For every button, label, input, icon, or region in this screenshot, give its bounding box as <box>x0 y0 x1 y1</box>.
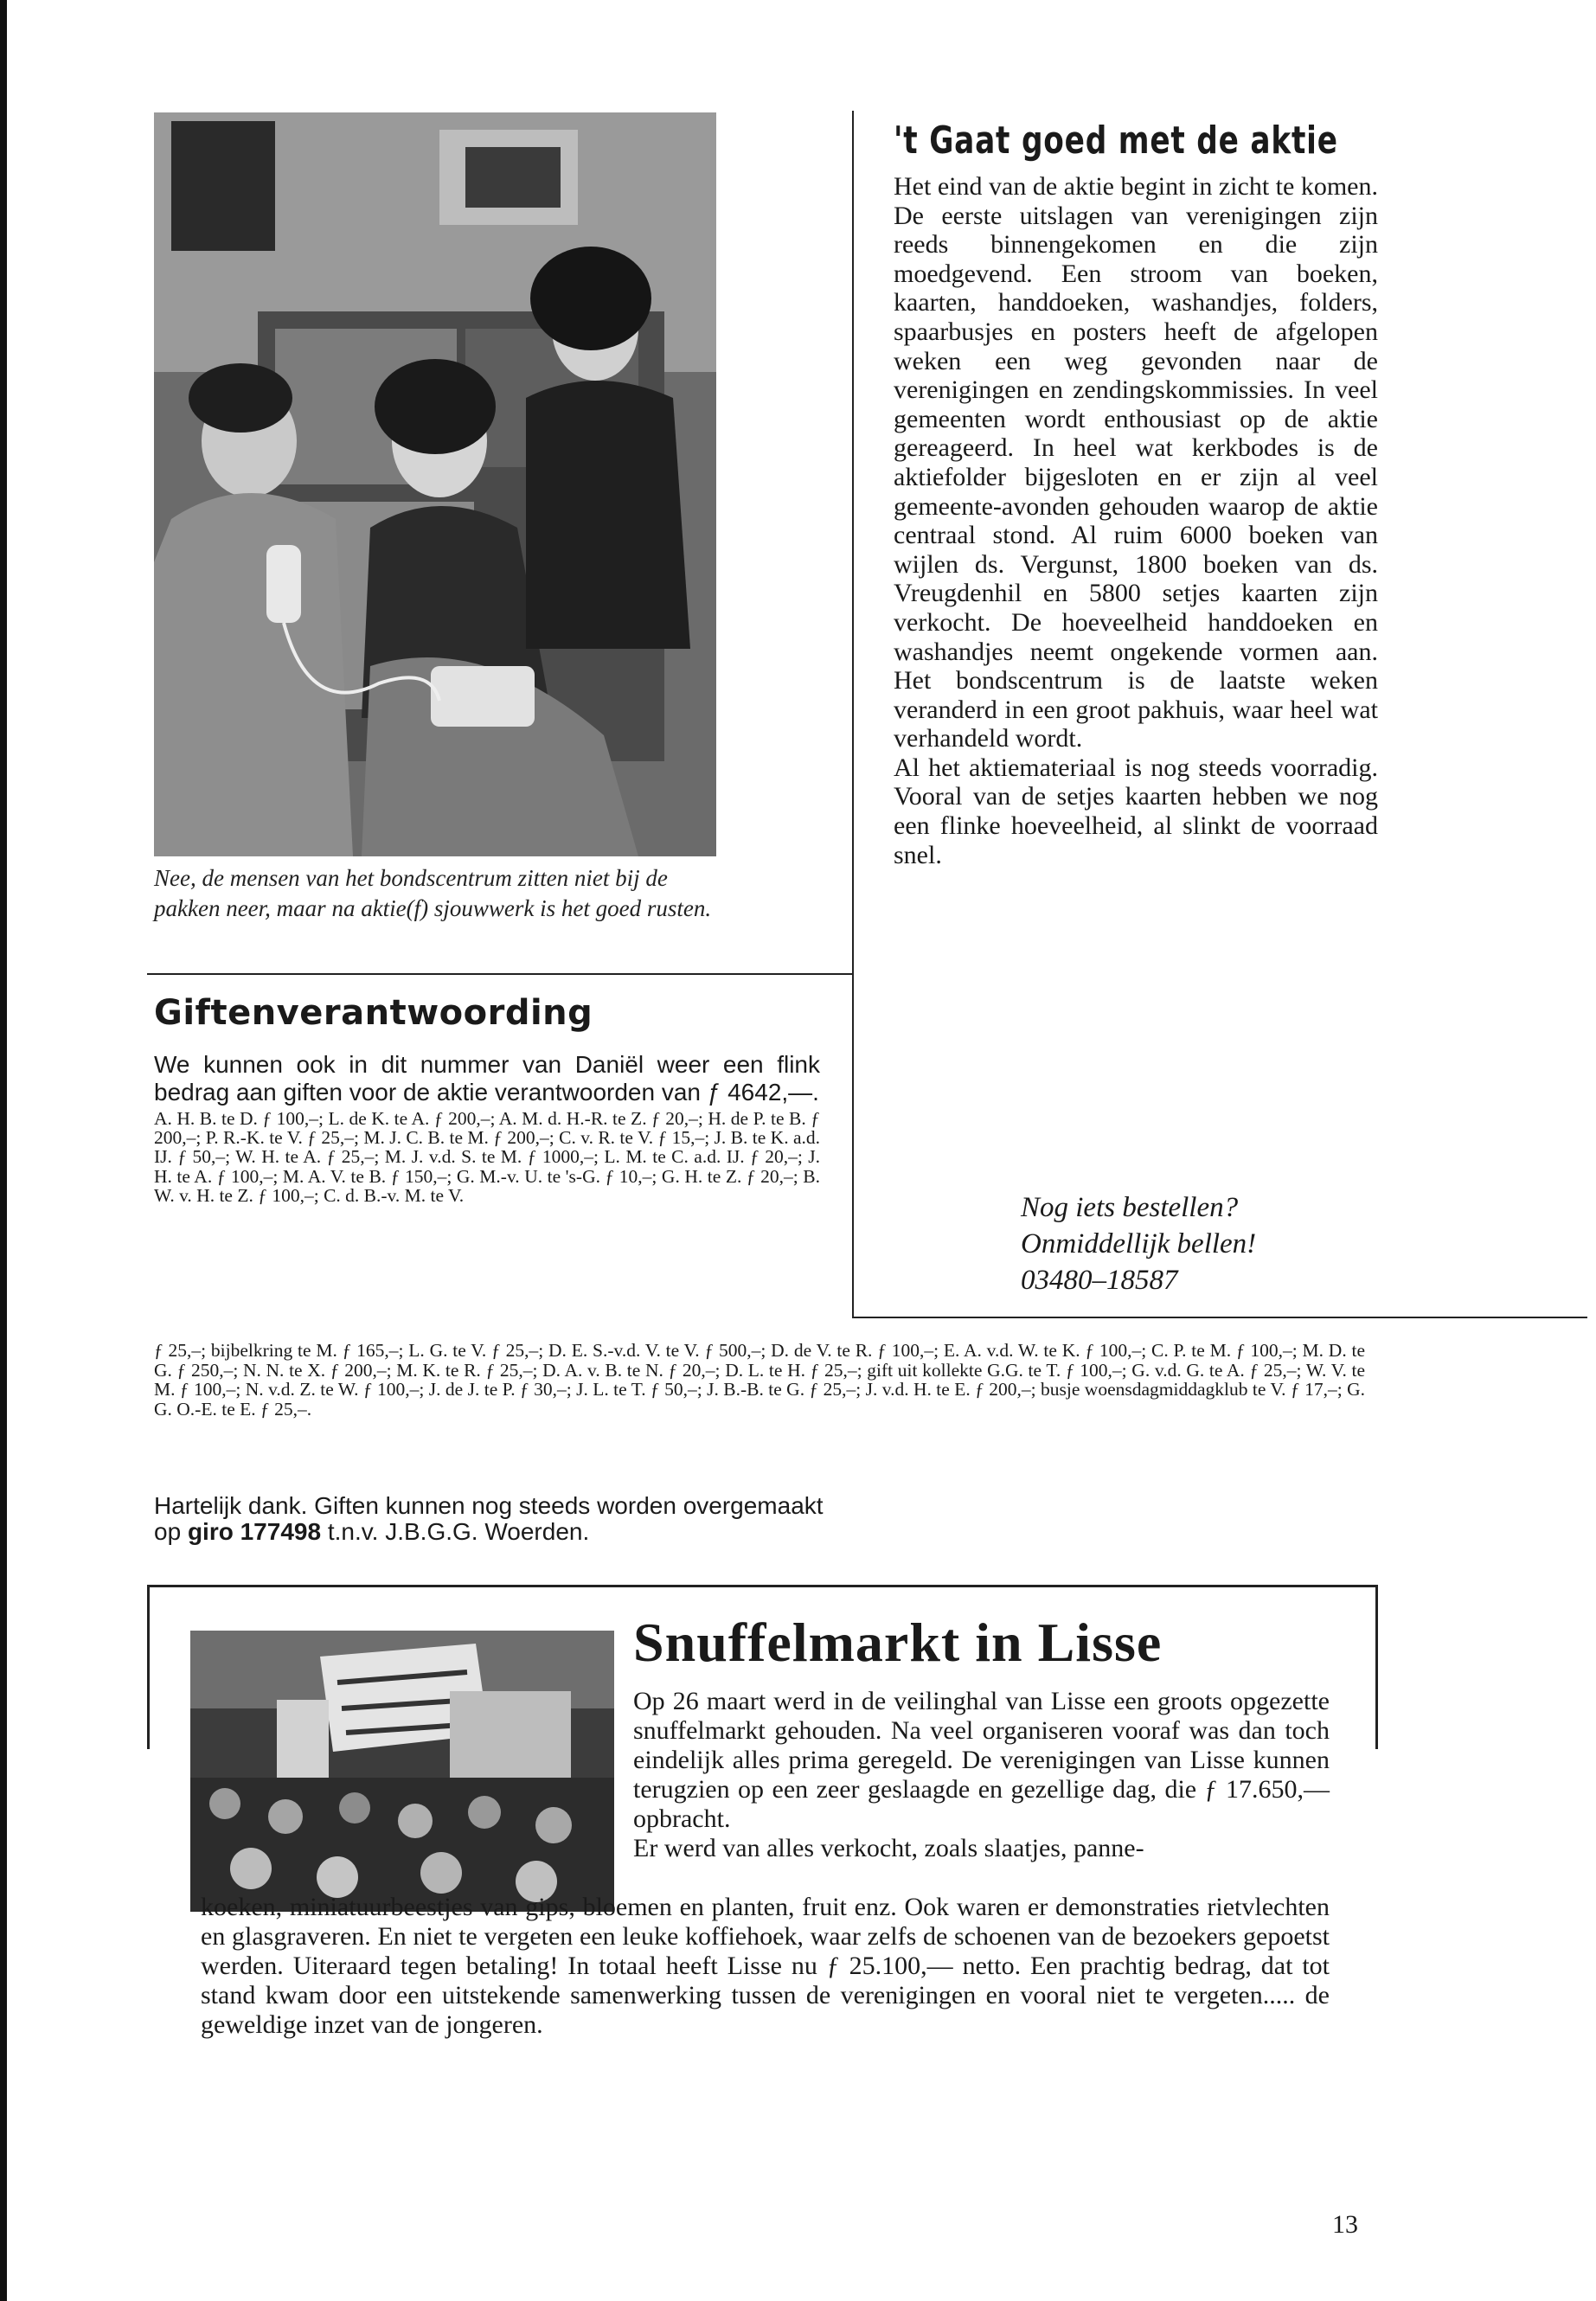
scan-edge <box>0 0 7 2301</box>
lisse-body <box>633 1687 1330 1863</box>
divider <box>852 1317 1587 1318</box>
giro-number: giro 177498 <box>187 1518 322 1545</box>
lisse-title: Snuffelmarkt in Lisse <box>633 1612 1163 1673</box>
closing-prefix: op <box>154 1518 182 1545</box>
order-line-1: Nog iets bestellen? <box>1021 1192 1239 1223</box>
photo-bondscentrum-image <box>154 112 716 856</box>
giften-list-continued: ƒ 25,–; bijbelkring te M. ƒ 165,–; L. G. te V. ƒ 25,–; D. E. S.-v.d. V. te V. ƒ 500,–; D. de V. te R. ƒ 100,–; E. A. v.d. W. te K. ƒ 100,–; C. P. te M. ƒ 100,–; M. D. te G. ƒ 250,–; N. N. te X. ƒ 200,–; M. K. te R. ƒ 25,–; D. A. v. B. te N. ƒ 20,–; D. L. te H. ƒ 25,–; gift uit kollekte G.G. te T. ƒ 100,–; G. v.d. G. te A. ƒ 25,–; W. V. te M. ƒ 100,–; N. v.d. Z. te W. ƒ 100,–; J. de J. te P. ƒ 30,–; J. L. te T. ƒ 50,–; J. B.-B. te G. ƒ 25,–; J. v.d. H. te E. ƒ 200,–; busje woensdagmiddagklub te V. ƒ 17,–; G. G. O.-E. te E. ƒ 25,–. <box>154 1340 1365 1420</box>
column-divider <box>852 111 854 1317</box>
page-number: 13 <box>1332 2210 1358 2239</box>
box-border-left <box>147 1585 150 1749</box>
box-border-right <box>1375 1585 1378 1749</box>
lisse-paragraph-2-start: Er werd van alles verkocht, zoals slaatjes, panne- <box>633 1834 1144 1862</box>
order-line-2: Onmiddellijk bellen! <box>1021 1228 1257 1259</box>
article-body-2: Al het aktiemateriaal is nog steeds voorradig. Vooral van de setjes kaarten hebben we nog een flinke hoeveelheid, al slinkt de voorraad snel. <box>894 753 1378 869</box>
article-title: 't Gaat goed met de aktie <box>894 119 1338 163</box>
lisse-paragraph-2: koeken, miniatuurbeestjes van gips, bloemen en planten, fruit enz. Ook waren er demonstraties rietvlechten en glasgraveren. En niet te vergeten een leuke koffiehoek, waar zelfs de schoenen van de bezoekers gepoetst werden. Uiteraard tegen betaling! In totaal heeft Lisse nu ƒ 25.100,— netto. Een prachtig bedrag, dat tot stand kwam door een uitstekende samenwerking tussen de verenigingen en vooral niet te vergeten..... de geweldige inzet van de jongeren. <box>201 1893 1330 2039</box>
photo-caption: Nee, de mensen van het bondscentrum zitten niet bij de pakken neer, maar na aktie(f) sjouwwerk is het goed rusten. <box>154 865 712 921</box>
article-body: Het eind van de aktie begint in zicht te komen. De eerste uitslagen van verenigingen zijn reeds binnengekomen en die zijn moedgevend. Een stroom van boeken, kaarten, handdoeken, washandjes, folders, spaarbusjes en posters heeft de afgelopen weken een weg gevonden naar de verenigingen en zendingskommissies. In veel gemeenten wordt enthousiast op de aktie gereageerd. In heel wat kerkbodes is de aktiefolder bijgesloten en er zijn al veel gemeente-avonden gehouden waarop de aktie centraal stond. Al ruim 6000 boeken van wijlen ds. Vergunst, 1800 boeken van ds. Vreugdenhil en 5800 setjes kaarten zijn verkocht. De hoeveelheid handdoeken en washandjes neemt ongekende vormen aan. Het bondscentrum is de laatste weken veranderd in een groot pakhuis, waar heel wat verhandeld wordt. <box>894 172 1378 753</box>
closing-line-2 <box>154 1519 1019 1545</box>
giften-closing <box>154 1493 1019 1545</box>
lisse-paragraph-1: Op 26 maart werd in de veilinghal van Lisse een groots opgezette snuffelmarkt gehouden. Na veel organiseren vooraf was dan toch eindelijk alles prima geregeld. De verenigingen van Lisse kunnen terugzien op een zeer geslaagde en gezellige dag, die ƒ 17.650,— opbracht. <box>633 1687 1330 1833</box>
aktie-article <box>894 117 1378 869</box>
giften-list: A. H. B. te D. ƒ 100,–; L. de K. te A. ƒ 200,–; A. M. d. H.-R. te Z. ƒ 20,–; H. de P. te B. ƒ 200,–; P. R.-K. te V. ƒ 25,–; M. J. C. B. te M. ƒ 200,–; C. v. R. te V. ƒ 15,–; J. B. te K. a.d. IJ. ƒ 50,–; W. H. te A. ƒ 25,–; M. J. v.d. S. te M. ƒ 1000,–; L. M. te C. a.d. IJ. ƒ 20,–; J. H. te A. ƒ 100,–; M. A. V. te B. ƒ 150,–; G. M.-v. U. te 's-G. ƒ 10,–; G. H. te Z. ƒ 20,–; B. W. v. H. te Z. ƒ 100,–; C. d. B.-v. M. te V. <box>154 1108 820 1206</box>
divider <box>147 973 852 975</box>
photo-bondscentrum <box>154 112 716 856</box>
box-border-top <box>147 1585 1377 1587</box>
order-callout <box>1021 1189 1436 1298</box>
closing-line-1: Hartelijk dank. Giften kunnen nog steeds worden overgemaakt <box>154 1492 824 1519</box>
giften-title: Giftenverantwoording <box>154 993 593 1033</box>
photo-snuffelmarkt-image <box>190 1631 614 1912</box>
photo-snuffelmarkt <box>190 1631 614 1912</box>
giften-intro: We kunnen ook in dit nummer van Daniël weer een flink bedrag aan giften voor de aktie verantwoorden van ƒ 4642,—. <box>154 1051 820 1106</box>
order-phone: 03480–18587 <box>1021 1265 1178 1296</box>
closing-suffix: t.n.v. J.B.G.G. Woerden. <box>327 1518 590 1545</box>
